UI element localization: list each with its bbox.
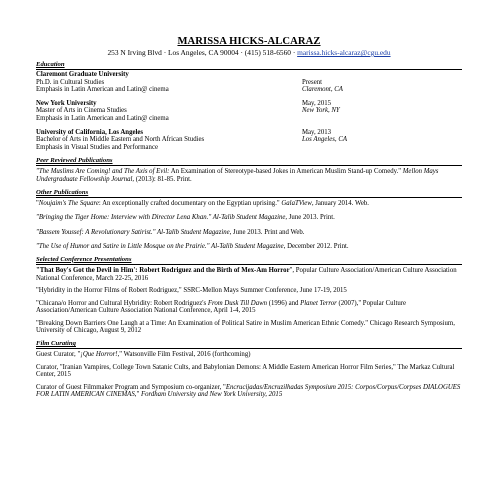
resume-page (36, 36, 462, 399)
edu-location: Los Angeles, CA (302, 136, 347, 144)
conference-title: "That Boy's Got the Devil in Him': Robert Rodriguez and the Birth of Mex-Am Horror (36, 266, 290, 274)
pub-citation: , January 2014. Web. (311, 199, 369, 207)
curating-citation: Curator, "Iranian Vampires, College Town Satanic Cults, and Babylonian Demons: A Middle Eastern American Horror Film Series," The Markaz Cultural Center, 2015 (36, 363, 455, 379)
degree: Master of Arts in Cinema Studies (36, 107, 127, 115)
edu-date: May, 2013 (302, 128, 332, 136)
publication-entry (36, 200, 462, 208)
education-entry (36, 100, 462, 123)
section-title-other-publications: Other Publications (36, 189, 462, 198)
conference-citation: "Hybridity in the Horror Films of Robert Rodriguez," SSRC-Mellon Mays Summer Conference, June 17-19, 2015 (36, 287, 347, 295)
pub-text: An Examination of Stereotype-based Jokes in American Muslim Stand-up Comedy." (169, 168, 403, 176)
school-name: Claremont Graduate University (36, 71, 129, 78)
edu-date: Present (302, 78, 323, 86)
curating-entry (36, 351, 462, 359)
pub-journal: Al-Talib Student Magazine (155, 228, 230, 236)
emphasis: Emphasis in Latin American and Latin@ cinema (36, 86, 169, 94)
program-title: ¡Que Horror! (80, 351, 118, 359)
section-title-peer-reviewed: Peer Reviewed Publications (36, 157, 462, 166)
curating-text: Guest Curator, " (36, 351, 81, 359)
publication-entry (36, 214, 462, 222)
edu-location: Claremont, CA (302, 86, 343, 94)
conference-entry (36, 287, 462, 295)
emphasis: Emphasis in Visual Studies and Performance (36, 143, 158, 151)
pub-title: Noujaim's The Square (38, 199, 99, 207)
edu-date: May, 2015 (302, 99, 332, 107)
program-title: Encrucijadas/Encruzilhadas Symposium 2015: Corpos/Corpus/Corpses DIALOGUES FOR LATIN AMERICAN CINEMAS (36, 383, 461, 399)
pub-citation: , December 2012. Print. (283, 243, 349, 251)
film-title: From Dusk Till Dawn (207, 299, 268, 307)
publication-entry (36, 168, 462, 183)
pub-title: "Bassem Youssef: A Revolutionary Satirist." (36, 228, 156, 236)
section-title-film-curating: Film Curating (36, 340, 462, 349)
pub-journal: Al-Talib Student Magazine (211, 214, 286, 222)
degree: Bachelor of Arts in Middle Eastern and North African Studies (36, 136, 205, 144)
curating-text: Curator of Guest Filmmaker Program and Symposium co-organizer, " (36, 383, 226, 391)
curating-entry (36, 364, 462, 379)
curating-text: ," (134, 391, 141, 399)
pub-text: " (36, 199, 39, 207)
conference-text: "Chicana/o Horror and Cultural Hybridity: Robert Rodriguez's (36, 299, 208, 307)
resume-name: MARISSA HICKS-ALCARAZ (177, 36, 321, 47)
edu-location: New York, NY (302, 107, 340, 115)
contact-address: 253 N Irving Blvd · Los Angeles, CA 90004 · (415) 518-6560 · (107, 48, 298, 57)
pub-citation: (2013): 81-85. Print. (134, 175, 192, 183)
school-name: University of California, Los Angeles (36, 128, 144, 136)
pub-journal: GalaTView (281, 199, 312, 207)
conference-citation: ", Popular Culture Association/American Culture Association National Conference, March 22-25, 2016 (36, 266, 457, 282)
pub-title: "The Use of Humor and Satire in Little Mosque on the Prairie." (36, 243, 210, 251)
conference-citation: "Breaking Down Barriers One Laugh at a Time: An Examination of Political Satire in Muslim American Ethnic Comedy." Chicago Research Symposium, University of Chicago, August 9, 2012 (36, 319, 455, 335)
curating-entry (36, 384, 462, 399)
section-title-conferences: Selected Conference Presentations (36, 256, 462, 265)
conference-citation: (2007)," Popular Culture Association/American Culture Association National Conference, April 1-4, 2015 (36, 299, 407, 315)
conference-entry (36, 320, 462, 335)
section-title-education: Education (36, 61, 462, 70)
curating-citation: Fordham University and New York University, 2015 (140, 391, 283, 399)
emphasis: Emphasis in Latin American and Latin@ cinema (36, 114, 169, 122)
education-entry (36, 71, 462, 94)
publication-entry (36, 243, 462, 251)
school-name: New York University (36, 99, 97, 107)
email-link[interactable]: marissa.hicks-alcaraz@cgu.edu (297, 48, 391, 57)
pub-citation: , June 2013. Print and Web. (229, 228, 305, 236)
pub-citation: , June 2013. Print. (285, 214, 335, 222)
pub-title: "Bringing the Tiger Home: Interview with Director Lena Khan." (36, 214, 212, 222)
pub-journal: Mellon Mays Undergraduate Fellowship Journal, (36, 168, 439, 183)
pub-text: : An exceptionally crafted documentary on the Egyptian uprising." (98, 199, 282, 207)
publication-entry (36, 229, 462, 237)
curating-citation: ," Watsonville Film Festival, 2016 (forthcoming) (117, 351, 251, 359)
degree: Ph.D. in Cultural Studies (36, 78, 105, 86)
pub-journal: Al-Talib Student Magazine (209, 243, 284, 251)
conference-entry (36, 267, 462, 282)
education-entry (36, 129, 462, 152)
pub-title: "The Muslims Are Coming! and The Axis of Evil: (36, 168, 170, 176)
conference-text: (1996) and (267, 299, 301, 307)
conference-entry (36, 300, 462, 315)
contact-line (36, 48, 462, 58)
film-title: Planet Terror (300, 299, 337, 307)
